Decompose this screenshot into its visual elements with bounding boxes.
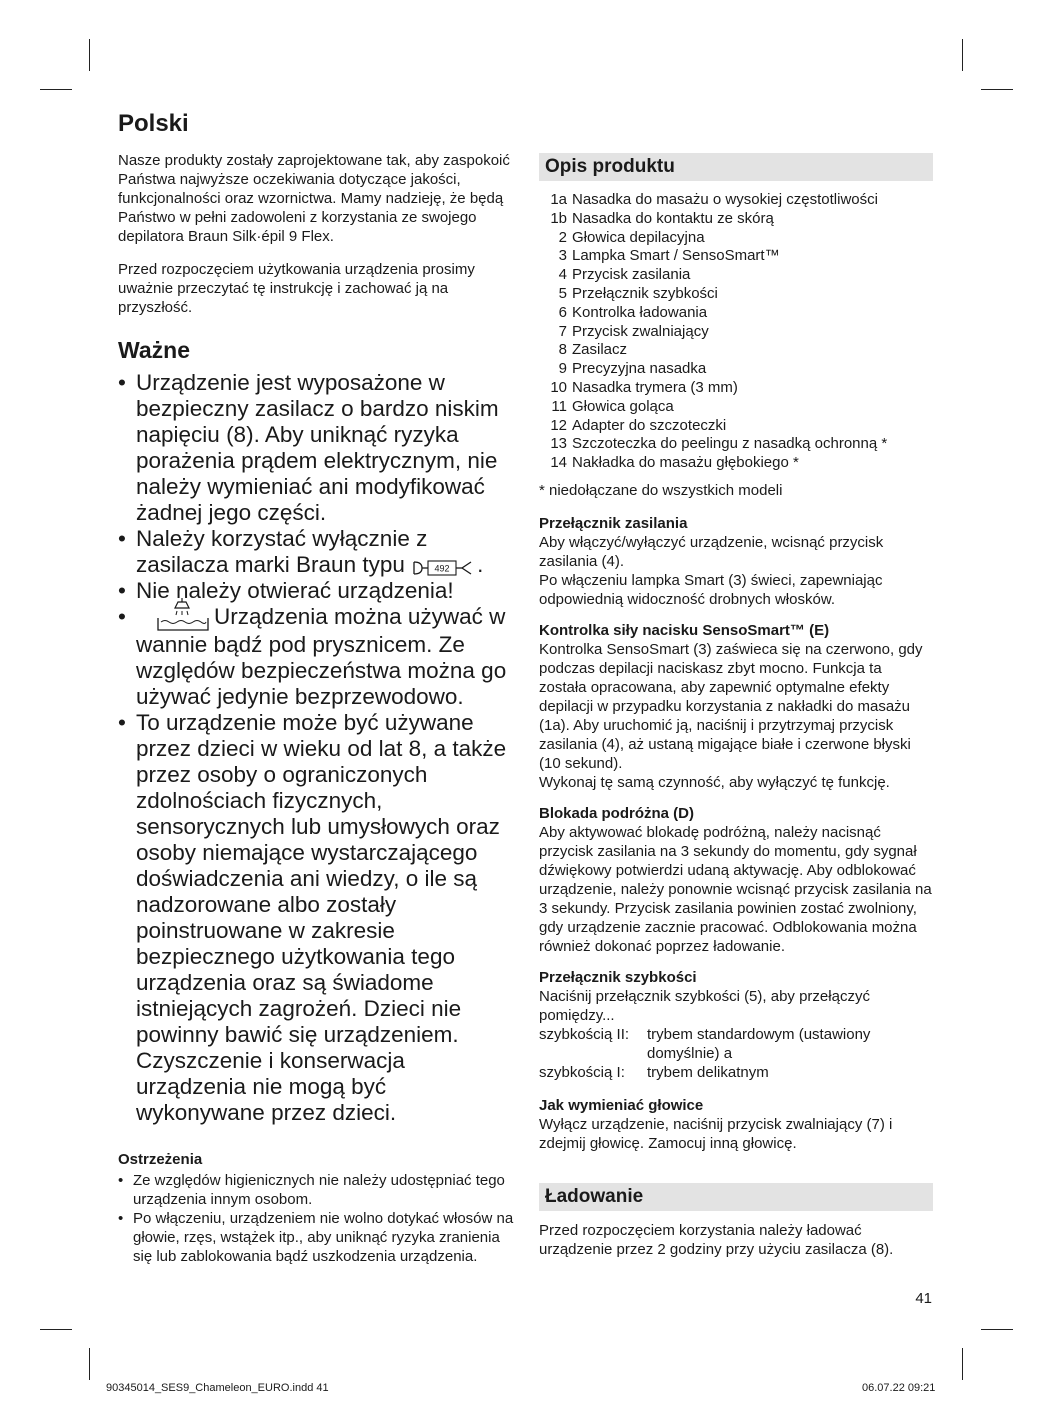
page-number: 41 <box>915 1290 932 1307</box>
part-item <box>539 266 933 285</box>
part-item <box>539 285 933 304</box>
bullet: • <box>118 578 126 604</box>
speed-row <box>539 1025 933 1063</box>
part-label: Nasadka trymera (3 mm) <box>572 378 738 396</box>
sentence-period: . <box>477 552 484 578</box>
bullet: • <box>118 370 126 396</box>
part-number: 11 <box>551 397 567 415</box>
part-label: Głowica depilacyjna <box>572 228 705 246</box>
travel-lock-heading: Blokada podróżna (D) <box>539 804 695 822</box>
part-number: 3 <box>558 247 567 265</box>
date-slug: 06.07.22 09:21 <box>862 1382 936 1394</box>
head-change-text: Wyłącz urządzenie, naciśnij przycisk zwalniający (7) i zdejmij głowicę. Zamocuj inną głowicę. <box>539 1115 893 1152</box>
part-item <box>539 341 933 360</box>
bullet: • <box>118 526 126 552</box>
bath-shower-icon <box>156 598 210 632</box>
important-text: Nie należy otwierać urządzenia! <box>136 578 454 604</box>
bullet: • <box>118 1172 124 1190</box>
speed-switch-text: Naciśnij przełącznik szybkości (5), aby przełączyć pomiędzy... <box>539 987 870 1024</box>
part-item <box>539 323 933 342</box>
part-number: 9 <box>558 360 567 378</box>
part-item <box>539 229 933 248</box>
charging-heading: Ładowanie <box>539 1183 933 1211</box>
speed-value: trybem delikatnym <box>647 1063 769 1081</box>
bullet: • <box>118 604 126 630</box>
important-heading: Ważne <box>118 336 190 363</box>
part-item <box>539 360 933 379</box>
part-number: 1b <box>550 209 567 227</box>
part-label: Nasadka do kontaktu ze skórą <box>572 209 774 227</box>
part-label: Lampka Smart / SensoSmart™ <box>572 247 780 265</box>
part-item <box>539 379 933 398</box>
sensosmart-heading: Kontrolka siły nacisku SensoSmart™ (E) <box>539 621 830 639</box>
warning-item <box>118 1171 518 1209</box>
part-number: 5 <box>558 284 567 302</box>
sensosmart-text: Wykonaj tę samą czynność, aby wyłączyć tę funkcję. <box>539 773 890 791</box>
warning-item <box>118 1209 518 1266</box>
part-label: Nakładka do masażu głębokiego * <box>572 454 799 472</box>
speed-key: szybkością II: <box>539 1025 630 1043</box>
parts-list <box>539 191 933 473</box>
bullet: • <box>118 710 126 736</box>
important-text: Urządzenia można używać w wannie bądź pod prysznicem. Ze względów bezpieczeństwa można go używać jedynie bezprzewodowo. <box>136 604 507 710</box>
important-text: To urządzenie może być używane przez dzieci w wieku od lat 8, a także przez osoby o ograniczonych zdolnościach fizycznych, sensorycznych lub umysłowych oraz osoby niemające wystarczającego doświadczenia ani wiedzy, o ile są nadzorowane albo zostały poinstruowane w zakresie bezpiecznego użytkowania tego urządzenia oraz są świadome istniejących zagrożeń. Dzieci nie powinny bawić się urządzeniem. <box>136 710 507 1048</box>
language-title: Polski <box>118 110 189 137</box>
crop-mark <box>89 1348 90 1380</box>
part-label: Głowica goląca <box>572 397 674 415</box>
part-label: Szczoteczka do peelingu z nasadką ochronną * <box>572 435 888 453</box>
part-number: 6 <box>558 303 567 321</box>
travel-lock-text: Aby aktywować blokadę podróżną, należy nacisnąć przycisk zasilania na 3 sekundy do momentu, gdy sygnał dźwiękowy potwierdzi udaną aktywację. Aby odblokować urządzenie, należy ponownie wcisnąć przycisk zasilania na 3 sekundy. Przycisk zasilania powinien zostać zwolniony, gdy urządzenie zacznie pracować. Odblokowania można również dokonać poprzez ładowanie. <box>539 823 932 955</box>
power-switch-text: Aby włączyć/wyłączyć urządzenie, wcisnąć przycisk zasilania (4). <box>539 533 884 570</box>
sensosmart-text: Kontrolka SensoSmart (3) zaświeca się na czerwono, gdy podczas depilacji naciskasz zbyt mocno. Funkcja ta została opracowana, aby zapewnić optymalne efekty depilacji w przypadku korzystania z nakładki do masażu (1a). Aby uruchomić ją, naciśnij i przytrzymaj przycisk zasilania (4), aż ustaną migające białe i czerwone błyski (10 sekund). <box>539 640 923 772</box>
part-number: 8 <box>558 341 567 359</box>
speed-switch-heading: Przełącznik szybkości <box>539 968 697 986</box>
part-number: 2 <box>558 228 567 246</box>
important-list <box>118 370 518 1126</box>
part-item <box>539 210 933 229</box>
intro-paragraph: Przed rozpoczęciem użytkowania urządzenia prosimy uważnie przeczytać tę instrukcję i zachować ją na przyszłość. <box>118 260 475 316</box>
part-label: Adapter do szczoteczki <box>572 416 727 434</box>
speed-key: szybkością I: <box>539 1063 625 1081</box>
speed-row <box>539 1063 933 1082</box>
charging-text: Przed rozpoczęciem korzystania należy ładować urządzenie przez 2 godziny przy użyciu zasilacza (8). <box>539 1221 894 1258</box>
part-label: Nasadka do masażu o wysokiej częstotliwości <box>572 191 878 208</box>
part-label: Kontrolka ładowania <box>572 303 708 321</box>
part-number: 4 <box>558 266 567 284</box>
part-item <box>539 247 933 266</box>
part-number: 13 <box>550 435 567 453</box>
cleaning-note: Czyszczenie i konserwacja urządzenia nie mogą być wykonywane przez dzieci. <box>136 1048 405 1126</box>
crop-mark <box>89 39 90 71</box>
intro-paragraph: Nasze produkty zostały zaprojektowane tak, aby zaspokoić Państwa najwyższe oczekiwania dotyczące jakości, funkcjonalności oraz wzornictwa. Mamy nadzieję, że będą Państwo w pełni zadowoleni z korzystania ze swojego depilatora Braun Silk·épil 9 Flex. <box>118 151 510 245</box>
important-item <box>118 604 518 710</box>
part-item <box>539 454 933 473</box>
important-text: Należy korzystać wyłącznie z zasilacza marki Braun typu <box>136 526 428 578</box>
part-item <box>539 435 933 454</box>
head-change-heading: Jak wymieniać głowice <box>539 1096 704 1114</box>
speed-table <box>539 1025 933 1082</box>
bullet: • <box>118 1210 124 1228</box>
power-supply-type-icon <box>411 557 477 575</box>
part-label: Przełącznik szybkości <box>572 284 718 302</box>
part-item <box>539 304 933 323</box>
part-number: 14 <box>550 454 567 472</box>
type-code: 492 <box>434 563 450 574</box>
important-text: Urządzenie jest wyposażone w bezpieczny zasilacz o bardzo niskim napięciu (8). Aby uniknąć ryzyka porażenia prądem elektrycznym, nie należy wymieniać ani modyfikować żadnej jego części. <box>136 370 499 526</box>
power-switch-text: Po włączeniu lampka Smart (3) świeci, zapewniając odpowiednią widoczność drobnych włosków. <box>539 571 883 608</box>
part-item <box>539 191 933 210</box>
part-number: 12 <box>550 416 567 434</box>
product-description-heading: Opis produktu <box>539 153 933 181</box>
crop-mark <box>962 1348 963 1380</box>
power-switch-heading: Przełącznik zasilania <box>539 514 688 532</box>
warning-text: Po włączeniu, urządzeniem nie wolno dotykać włosów na głowie, rzęs, wstążek itp., aby uniknąć ryzyka zranienia się lub zablokowania bądź uszkodzenia urządzenia. <box>133 1210 514 1266</box>
crop-mark <box>40 89 72 90</box>
part-label: Zasilacz <box>572 341 628 359</box>
important-item <box>118 526 518 578</box>
crop-mark <box>962 39 963 71</box>
warning-text: Ze względów higienicznych nie należy udostępniać tego urządzenia innym osobom. <box>133 1172 505 1209</box>
left-column <box>118 110 518 1266</box>
models-footnote: * niedołączane do wszystkich modeli <box>539 481 783 499</box>
crop-mark <box>40 1329 72 1330</box>
part-label: Precyzyjna nasadka <box>572 360 707 378</box>
warnings-list <box>118 1171 518 1266</box>
part-label: Przycisk zwalniający <box>572 322 709 340</box>
file-slug: 90345014_SES9_Chameleon_EURO.indd 41 <box>106 1382 329 1394</box>
part-item <box>539 417 933 436</box>
part-number: 10 <box>550 378 567 396</box>
crop-mark <box>981 89 1013 90</box>
part-number: 1a <box>550 191 567 208</box>
part-number: 7 <box>558 322 567 340</box>
important-item <box>118 710 518 1126</box>
part-item <box>539 398 933 417</box>
important-item <box>118 370 518 526</box>
speed-value: trybem standardowym (ustawiony domyślnie) a <box>647 1025 871 1062</box>
part-label: Przycisk zasilania <box>572 266 691 284</box>
warnings-heading: Ostrzeżenia <box>118 1151 203 1169</box>
right-column <box>539 153 933 1271</box>
crop-mark <box>981 1329 1013 1330</box>
